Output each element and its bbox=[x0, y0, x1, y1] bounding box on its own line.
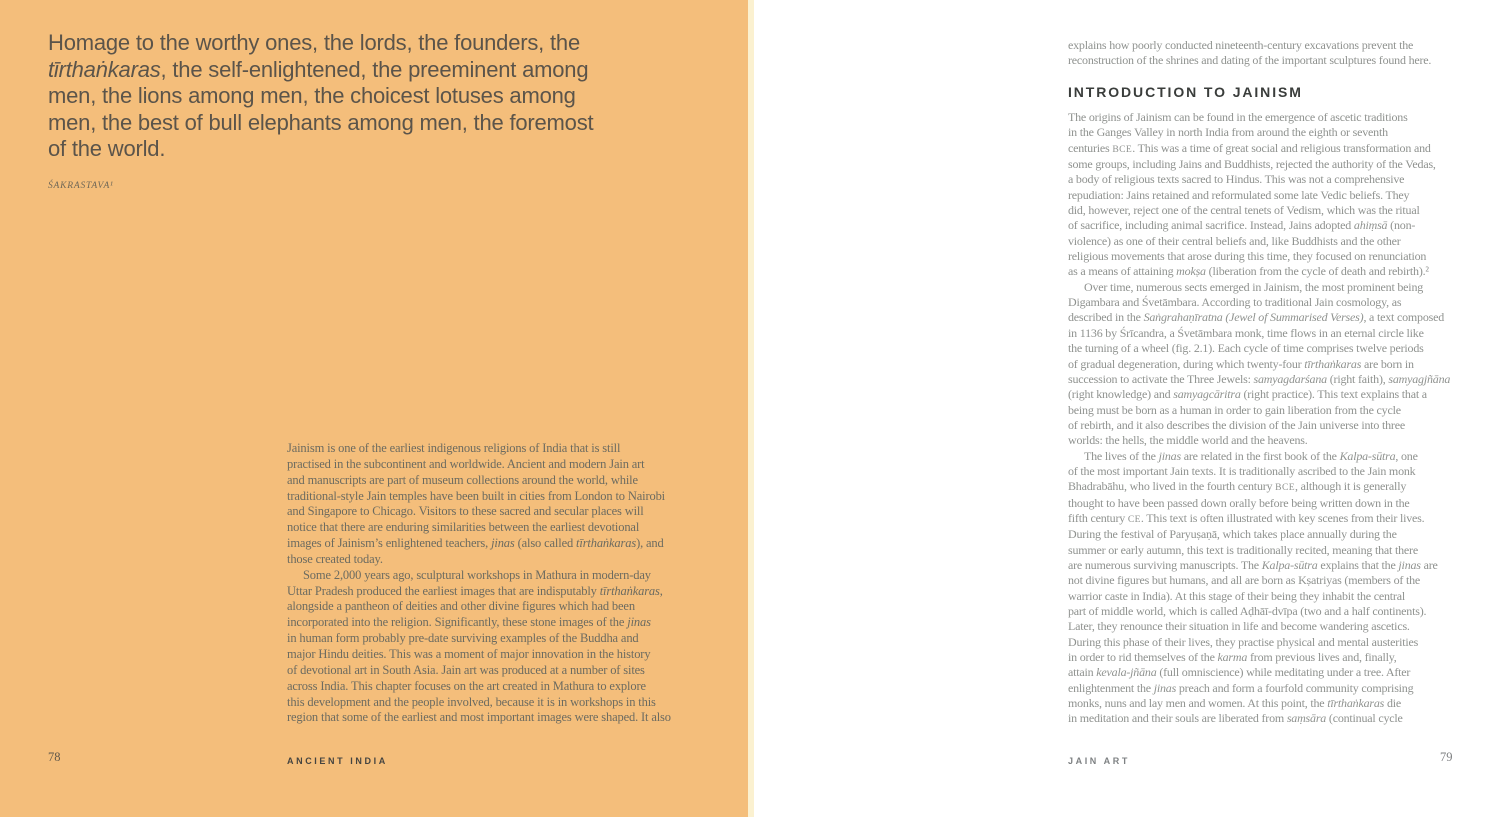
page-number-left: 78 bbox=[48, 750, 61, 764]
paragraph bbox=[1068, 280, 1450, 449]
text-line: summer or early autumn, this text is traditionally recited, meaning that there bbox=[1068, 542, 1418, 557]
text-line: Some 2,000 years ago, sculptural workshops in Mathura in modern-day bbox=[303, 567, 651, 582]
text-line: men, the lions among men, the choicest lotuses among bbox=[48, 83, 576, 108]
text-line: in meditation and their souls are liberated from saṃsāra (continual cycle bbox=[1068, 711, 1403, 726]
text-line: worlds: the hells, the middle world and the heavens. bbox=[1068, 433, 1308, 448]
text-line: incorporated into the religion. Significantly, these stone images of the jinas bbox=[287, 615, 651, 630]
running-head-left: ANCIENT INDIA bbox=[287, 756, 388, 766]
page-number-right: 79 bbox=[1440, 750, 1453, 764]
text-line: attain kevala-jñāna (full omniscience) while meditating under a tree. After bbox=[1068, 665, 1411, 680]
text-line: described in the Saṅgrahaṇīratna (Jewel of Summarised Verses), a text composed bbox=[1068, 310, 1445, 325]
text-line: Digambara and Śvetāmbara. According to traditional Jain cosmology, as bbox=[1068, 295, 1402, 310]
text-line: Uttar Pradesh produced the earliest images that are indisputably tīrthaṅkaras, bbox=[287, 583, 663, 598]
left-page bbox=[0, 0, 748, 817]
text-line: in order to rid themselves of the karma from previous lives and, finally, bbox=[1068, 650, 1397, 665]
text-line: in the Ganges Valley in north India from around the eighth or seventh bbox=[1068, 125, 1388, 140]
text-line: of rebirth, and it also describes the division of the Jain universe into three bbox=[1068, 417, 1405, 432]
text-line: practised in the subcontinent and worldwide. Ancient and modern Jain art bbox=[287, 456, 645, 471]
text-line: the turning of a wheel (fig. 2.1). Each cycle of time comprises twelve periods bbox=[1068, 341, 1424, 356]
text-line: of gradual degeneration, during which twenty-four tīrthaṅkaras are born in bbox=[1068, 356, 1414, 371]
text-line: of sacrifice, including animal sacrifice. Instead, Jains adopted ahiṃsā (non- bbox=[1068, 218, 1416, 233]
paragraph bbox=[1068, 38, 1431, 69]
text-line: enlightenment the jinas preach and form a fourfold community comprising bbox=[1068, 680, 1414, 695]
text-line: religious movements that arose during this time, they focused on renunciation bbox=[1068, 249, 1427, 264]
text-line: not divine figures but humans, and all are born as Kṣatriyas (members of the bbox=[1068, 573, 1421, 588]
paragraph bbox=[48, 30, 708, 163]
text-line: violence) as one of their central beliefs and, like Buddhists and the other bbox=[1068, 233, 1401, 248]
text-line: Later, they renounce their situation in life and become wandering ascetics. bbox=[1068, 619, 1410, 634]
text-line: as a means of attaining mokṣa (liberation from the cycle of death and rebirth).² bbox=[1068, 264, 1429, 279]
paragraph bbox=[1068, 110, 1450, 280]
text-line: During this phase of their lives, they practise physical and mental austerities bbox=[1068, 634, 1419, 649]
text-line: in 1136 by Śrīcandra, a Śvetāmbara monk, time flows in an eternal circle like bbox=[1068, 325, 1424, 340]
left-page-intro-text bbox=[287, 441, 671, 726]
text-line: of the world. bbox=[48, 136, 166, 161]
text-line: those created today. bbox=[287, 551, 383, 566]
text-line: region that some of the earliest and most important images were shaped. It also bbox=[287, 710, 671, 725]
text-line: this development and the people involved, because it is in workshops in this bbox=[287, 694, 656, 709]
text-line: in human form probably pre-date surviving examples of the Buddha and bbox=[287, 631, 639, 646]
text-line: Over time, numerous sects emerged in Jainism, the most prominent being bbox=[1084, 279, 1424, 294]
text-line: repudiation: Jains retained and reformulated some late Vedic beliefs. They bbox=[1068, 187, 1410, 202]
text-line: notice that there are enduring similarities between the earliest devotional bbox=[287, 520, 640, 535]
text-line: centuries BCE. This was a time of great social and religious transformation and bbox=[1068, 140, 1431, 155]
text-line: fifth century CE. This text is often illustrated with key scenes from their lives. bbox=[1068, 510, 1425, 525]
text-line: traditional-style Jain temples have been built in cities from London to Nairobi bbox=[287, 488, 665, 503]
text-line: part of middle world, which is called Aḍhāī-dvīpa (two and a half continents). bbox=[1068, 604, 1427, 618]
continuation-text bbox=[1068, 38, 1431, 69]
text-line: alongside a pantheon of deities and other divine figures which had been bbox=[287, 599, 635, 614]
paragraph bbox=[287, 441, 671, 568]
text-line: a body of religious texts sacred to Hindus. This was not a comprehensive bbox=[1068, 172, 1405, 187]
text-line: The lives of the jinas are related in the first book of the Kalpa-sūtra, one bbox=[1084, 448, 1418, 463]
text-line: monks, nuns and lay men and women. At this point, the tīrthaṅkaras die bbox=[1068, 696, 1402, 711]
text-line: Homage to the worthy ones, the lords, the founders, the bbox=[48, 30, 580, 55]
text-line: Jainism is one of the earliest indigenous religions of India that is still bbox=[287, 441, 621, 455]
text-line: explains how poorly conducted nineteenth-century excavations prevent the bbox=[1068, 38, 1414, 52]
text-line: men, the best of bull elephants among men, the foremost bbox=[48, 109, 594, 135]
text-line: did, however, reject one of the central tenets of Vedism, which was the ritual bbox=[1068, 203, 1420, 218]
text-line: are numerous surviving manuscripts. The Kalpa-sūtra explains that the jinas are bbox=[1068, 557, 1438, 572]
right-page-body-text bbox=[1068, 110, 1450, 727]
text-line: of the most important Jain texts. It is traditionally ascribed to the Jain monk bbox=[1068, 463, 1416, 478]
text-line: some groups, including Jains and Buddhists, rejected the authority of the Vedas, bbox=[1068, 157, 1436, 172]
section-heading: INTRODUCTION TO JAINISM bbox=[1068, 84, 1303, 100]
text-line: being must be born as a human in order to gain liberation from the cycle bbox=[1068, 402, 1401, 417]
text-line: thought to have been passed down orally before being written down in the bbox=[1068, 495, 1410, 510]
text-line: and Singapore to Chicago. Visitors to these sacred and secular places will bbox=[287, 504, 644, 519]
text-line: images of Jainism’s enlightened teachers, jinas (also called tīrthaṅkaras), and bbox=[287, 536, 664, 551]
text-line: warrior caste in India). At this stage of their being they inhabit the central bbox=[1068, 588, 1405, 603]
text-line: During the festival of Paryuṣaṇā, which takes place annually during the bbox=[1068, 527, 1397, 542]
text-line: tīrthaṅkaras, the self-enlightened, the preeminent among bbox=[48, 56, 589, 82]
text-line: succession to activate the Three Jewels: samyagdarśana (right faith), samyagjñāna bbox=[1068, 371, 1451, 386]
text-line: The origins of Jainism can be found in the emergence of ascetic traditions bbox=[1068, 110, 1408, 124]
text-line: Bhadrabāhu, who lived in the fourth century BCE, although it is generally bbox=[1068, 479, 1407, 494]
text-line: and manuscripts are part of museum collections around the world, while bbox=[287, 472, 638, 487]
text-line: across India. This chapter focuses on the art created in Mathura to explore bbox=[287, 678, 646, 693]
text-line: major Hindu deities. This was a moment of major innovation in the history bbox=[287, 646, 651, 661]
quote-attribution: ŚAKRASTAVA¹ bbox=[48, 181, 114, 191]
paragraph bbox=[287, 568, 671, 726]
opening-quote bbox=[48, 30, 708, 163]
running-head-right: JAIN ART bbox=[1068, 756, 1130, 766]
text-line: reconstruction of the shrines and dating of the important sculptures found here. bbox=[1068, 53, 1432, 68]
paragraph bbox=[1068, 449, 1450, 727]
text-line: (right knowledge) and samyagcāritra (right practice). This text explains that a bbox=[1068, 387, 1427, 402]
text-line: of devotional art in South Asia. Jain art was produced at a number of sites bbox=[287, 662, 645, 677]
